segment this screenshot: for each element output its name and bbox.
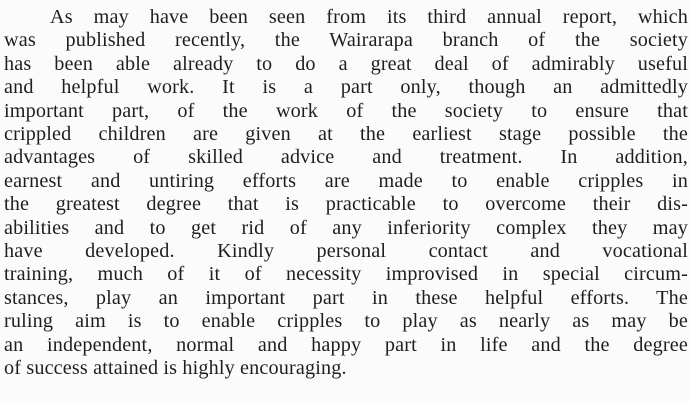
article-line: crippled children are given at the earliest stage possible the <box>4 123 688 146</box>
article-line: has been able already to do a great deal of admirably useful <box>4 52 688 75</box>
article-line: As may have been seen from its third annual report, which <box>50 6 688 28</box>
article-line: the greatest degree that is practicable to overcome their dis- <box>4 193 688 216</box>
article-line: have developed. Kindly personal contact and vocational <box>4 240 688 263</box>
article-line: important part, of the work of the society to ensure that <box>4 99 688 122</box>
article-line: ruling aim is to enable cripples to play as nearly as may be <box>4 310 688 333</box>
article-line: training, much of it of necessity improvised in special circum- <box>4 263 688 286</box>
article-line: was published recently, the Wairarapa branch of the society <box>4 29 688 52</box>
article-line: earnest and untiring efforts are made to enable cripples in <box>4 169 688 192</box>
article-line: and helpful work. It is a part only, though an admittedly <box>4 76 688 99</box>
article-line: stances, play an important part in these helpful efforts. The <box>4 286 688 309</box>
article-line: advantages of skilled advice and treatment. In addition, <box>4 146 688 169</box>
article-line: of success attained is highly encouraging. <box>4 357 347 380</box>
article-line: an independent, normal and happy part in life and the degree <box>4 333 688 356</box>
article-paragraph <box>4 6 688 381</box>
article-line: abilities and to get rid of any inferiority complex they may <box>4 216 688 239</box>
